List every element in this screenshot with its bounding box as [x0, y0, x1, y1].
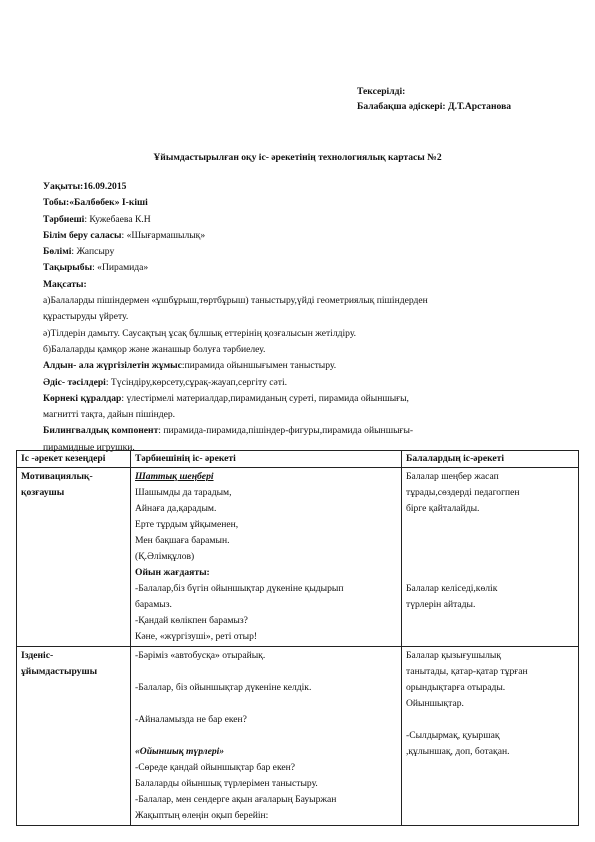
- prep-line: Алдын- ала жүргізілетін жұмыс:пирамида ойыншығымен таныстыру.: [43, 360, 337, 372]
- children-activity-cell: Балалар шеңбер жасап тұрады,сөздерді педагогпен бірге қайталайды. Балалар келіседі,көлік түрлерін айтады.: [402, 468, 579, 647]
- header-teacher: Тәрбиешінің іс- әрекеті: [131, 451, 402, 468]
- section-heading: Шаттық шеңбері: [135, 471, 214, 482]
- lesson-stages-table: [16, 450, 579, 826]
- goal-a-line-2: құрастыруды үйрету.: [43, 311, 129, 323]
- section-heading: «Ойыншық түрлері»: [135, 746, 225, 757]
- document-title: Ұйымдастырылған оқу іс- әрекетінің технологиялық картасы №2: [153, 152, 442, 163]
- section-heading: Ойын жағдаяты:: [135, 567, 210, 578]
- visual-aids-line-1: Көрнекі құралдар: үлестірмелі материалдар,пирамиданың суреті, пирамида ойыншығы,: [43, 392, 409, 404]
- table-row: [17, 468, 579, 647]
- goal-a-line-1: а)Балаларды пішіндермен «ұшбұрыш,төртбұрыш) таныстыру,үйді геометриялық пішіндерден: [43, 295, 428, 307]
- goal-b-line: ә)Тілдерін дамыту. Саусақтың ұсақ бұлшық еттерінің қозғалысын жетілдіру.: [43, 327, 357, 339]
- topic-line: Тақырыбы: «Пирамида»: [43, 262, 149, 274]
- approval-label: Тексерілді:: [357, 86, 406, 97]
- section-line: Бөлімі: Жапсыру: [43, 246, 115, 258]
- date-line: Уақыты:16.09.2015: [43, 181, 127, 192]
- bilingual-line-1: Билингвалдық компонент: пирамида-пирамида,пішіндер-фигуры,пирамида ойыншығы-: [43, 425, 414, 437]
- teacher-activity-cell: -Бәріміз «автобусқа» отырайық. -Балалар, біз ойыншықтар дүкеніне келдік. -Айналамызда не бар екен? «Ойыншық түрлері» -Сөреде қандай ойыншықтар бар екен? Балаларды ойыншық түрлерімен таныстыру. -Балалар, мен сендерге ақын ағаларың Бауыржан Жақыптың өлеңін оқып берейін:: [131, 647, 402, 826]
- stage-cell: Мотивациялық- қозғаушы: [17, 468, 131, 647]
- methods-line: Әдіс- тәсілдері: Түсіндіру,көрсету,сұрақ-жауап,сергіту сәті.: [43, 376, 288, 388]
- lesson-meta: [43, 181, 563, 458]
- visual-aids-line-2: магнитті тақта, дайын пішіндер.: [43, 409, 176, 421]
- table-row: [17, 647, 579, 826]
- children-activity-cell: Балалар қызығушылық танытады, қатар-қатар тұрған орындықтарға отырады. Ойыншықтар. -Сылдырмақ, қуыршақ ,құлыншақ, доп, ботақан.: [402, 647, 579, 826]
- teacher-line: Тәрбиеші: Кужебаева К.Н: [43, 213, 151, 225]
- teacher-activity-cell: Шаттық шеңбері Шашымды да тарадым, Айнаға да,қарадым. Ерте тұрдым ұйқыменен, Мен бақшаға барамын. (Қ.Әлімқұлов) Ойын жағдаяты: -Балалар,біз бүгін ойыншықтар дүкеніне қыдырып барамыз. -Қандай көлікпен барамыз? Кәне, «жүргізуші», реті отыр!: [131, 468, 402, 647]
- header-children: Балалардың іс-әрекеті: [402, 451, 579, 468]
- header-stage: Іс -әрекет кезеңдері: [17, 451, 131, 468]
- approval-block: [357, 86, 511, 116]
- bilingual-line-2: пирамидные игрушки.: [43, 441, 135, 453]
- stage-cell: Ізденіс- ұйымдастырушы: [17, 647, 131, 826]
- table-header-row: [17, 451, 579, 468]
- area-line: Білім беру саласы: «Шығармашылық»: [43, 229, 206, 241]
- goals-label: Мақсаты:: [43, 278, 87, 290]
- approval-director: Балабақша әдіскері: Д.Т.Арстанова: [357, 101, 512, 112]
- goal-c-line: б)Балаларды қамқор және жанашыр болуға тәрбиелеу.: [43, 343, 266, 355]
- group-line: Тобы:«Балбөбек» І-кіші: [43, 197, 148, 209]
